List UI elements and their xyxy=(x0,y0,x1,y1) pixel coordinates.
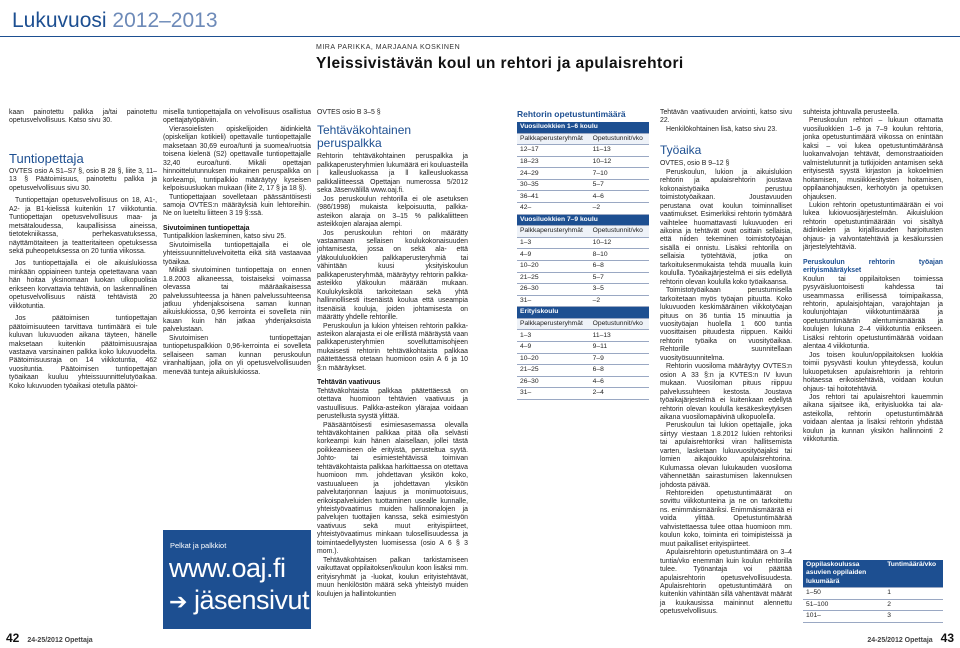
ad-url[interactable]: www.oaj.fi xyxy=(169,553,286,583)
table-column-header: Opetustunnit/vko xyxy=(590,318,649,330)
paragraph: Koulun tai oppilaitoksen toimiessa pysyväisluontoisesti kahdessa tai useammassa erillisessä toimipaikassa, rehtorin, apulaisjohtajan, varajohtajan ja koulunjohtajan viikkotuntimäärää ja opetustuntimäärän alentumismäärää ja koulujen lukuna 2–4 viikkotuntia erikseen. Lisäksi rehtorin opetustuntimäärää voidaan alentaa 4 viikkotuntia. xyxy=(803,275,943,351)
table-header-cell: Tuntimäärä/vko xyxy=(884,560,943,587)
table-cell: 18–23 xyxy=(517,156,590,168)
footer-publication-right: 24-25/2012 Opettaja xyxy=(867,637,933,644)
column-6 xyxy=(803,109,943,445)
paragraph: Peruskoulun, lukion ja aikuislukion rehtorin ja apulaisrehtorin joustava kokonaistyöaika perustuu toimistotyöaikaan. Joustavuuden perustana ovat koulun toiminnalliset vaatimukset. Esimerkiksi rehtorin työmäärä vaihtelee huomattavasti lukuvuoden eri aikoina ja tehtävät ovat osittain sellaisia, että niiden tekeminen toimistotyöajan sisällä ei onnistu. Lisäksi rehtorilla on sellaisia työtehtäviä, jotka on tarkoituksenmukaista tehdä muualla kuin koululla. Työaikajärjestelmä ei siis edellytä rehtorin olevan koululla koko työaikaansa. xyxy=(660,168,792,286)
table-cell: 21–25 xyxy=(517,272,590,284)
table-row xyxy=(517,376,649,388)
paragraph: Rehtoreiden opetustuntimäärät on sovittu viikkotunteina ja ne on tarkoitettu ns. enimmäismääriksi. Enimmäismäärää ei voida ylittää. Opetustuntimäärää vahvistettaessa tulee ottaa huomioon mm. koulun koko, toiminta eri toimipisteissä ja muut paikalliset erityispiirteet. xyxy=(660,490,792,548)
table-header-row xyxy=(803,560,943,587)
footer-right xyxy=(867,631,954,645)
table-cell: 6–8 xyxy=(590,365,649,377)
table-column-header: Palkkaperusteryhmät xyxy=(517,226,590,238)
table-cell: 10–20 xyxy=(517,353,590,365)
table-row xyxy=(803,587,943,599)
table-row xyxy=(517,145,649,157)
table-cell: 11–13 xyxy=(590,145,649,157)
table-cell: 24–29 xyxy=(517,168,590,180)
authors: MIRA PARIKKA, MARJAANA KOSKINEN xyxy=(316,44,461,51)
ad-cta-line xyxy=(169,585,309,617)
paragraph: Rehtorin vuosiloma määräytyy OVTES:n osion A 33 §:n ja KVTES:n IV luvun mukaan. Vuosiloman pituus riippuu palvelussuhteen kestosta. Joustava työaikajärjestelmä ei kuitenkaan edellytä rehtorin olevan koululla kesäkeskeytyksen aikana vuosilomapäivinä ulkopuolella. xyxy=(660,363,792,421)
table-cell: 12–17 xyxy=(517,145,590,157)
column-4 xyxy=(517,109,649,400)
footer-publication-left: 24-25/2012 Opettaja xyxy=(27,637,93,644)
table-row xyxy=(517,260,649,272)
table-title: Rehtorin opetustuntimäärä xyxy=(517,109,626,119)
paragraph: OVTES, osio B 9–12 § xyxy=(660,160,730,168)
table-body xyxy=(803,587,943,622)
table-row xyxy=(517,168,649,180)
table-cell: 3 xyxy=(884,611,943,623)
paragraph: Jos tuntiopettajalla ei ole aikuislukiossa minkään oppiaineen tunteja opetettavana vaan hän hoitaa yksinomaan luokan ulkopuolisia erikseen korvattavia tehtäviä, on laskennallinen opetusvelvollisuus näistä tehtävistä 20 viikkotuntia. xyxy=(9,260,157,310)
table-column-header: Palkkaperusteryhmät xyxy=(517,133,590,145)
table-header-cell: Oppilaskoulussa asuvien oppilaiden lukumäärä xyxy=(803,560,884,587)
table-column-header: Opetustunnit/vko xyxy=(590,133,649,145)
table-cell: 5–7 xyxy=(590,272,649,284)
table-cell: 51–100 xyxy=(803,599,884,611)
page-number-right: 43 xyxy=(940,631,954,645)
paragraph: suhteista johtuvalla perusteella. xyxy=(803,109,900,116)
table-cell: 1 xyxy=(884,587,943,599)
table-row xyxy=(517,365,649,377)
table-column-header-row xyxy=(517,318,649,330)
table-cell: 4–9 xyxy=(517,249,590,261)
paragraph: Pääsääntöisesti esimiesasemassa olevalla tehtäväkohtainen palkkaa pitää olla selvästi korkeampi kuin hänen alaisellaan, jollei tästä poikkeamiseen ole erityistä, perusteltua syytä. Johto- tai esimiestehtävissä toimivan tehtäväkohtaista palkkaa harkittaessa on otettava huomioon mm. johdettavan yksikön koko, vastuualueen ja johdettavan yksikön palvelutarjonnan laajuus ja monimuotoisuus, erikoispalveluiden tuottaminen usealle kunnalle, yhteistyövaatimus muiden hallinnonalojen ja palvelujen tuottajien kanssa, sekä esimiestyön vaativuus sekä muut erityispiirteet, yhteistyövaatimus minkaan tulosellisuudessa ja toimintaedellytysten luomisessa (osio A 6 § 3 mom.). xyxy=(317,421,468,556)
table-body xyxy=(517,122,649,399)
table-row xyxy=(517,388,649,400)
column-3 xyxy=(317,109,468,599)
paragraph: kaan painotettu palkka ja/tai painotettu opetusvelvollisuus. Katso sivu 30. xyxy=(9,109,157,125)
paragraph: Jos päätoimisen tuntiopettajan päätoimisuuteen tarvittava tuntimäärä ei tule kuluvan lukuvuoden aikana täyteen, hänelle maksetaan kuitenkin päätoimisuusrajaa vastaava varsinainen palkka koko lukuvuodelta. Päätoimisuusraja on 14 viikkotuntia, 462 vuosituntia. Päätoimisen tuntiopettajan työaikaan kuuluu yhteissuunnittelutyöaikaa. Koko lukuvuoden työaikasi otetulla päätoi- xyxy=(9,315,157,390)
page-headline: Yleissivistävän koul un rehtori ja apulaisrehtori xyxy=(316,55,684,72)
paragraph: Mikäli sivutoiminen tuntiopettaja on ennen 1.8.2003 alkaneessa, toistaiseksi voimassa olevassa tai määräaikaisessa palvelussuhteessa ja hänen palvelussuhteensa jatkuu yhdenjaksoisena saman kunnan aikuislukiossa, 0,96 kerrointa ei sovelleta niin kauan kuin hän jatkaa yhdenjaksoista palvelustaan. xyxy=(163,267,311,334)
paragraph: Toimistotyöaikaan perustumisella tarkoitetaan myös työajan pituutta. Koko lukuvuoden keskimääräinen viikkotyöajan pituus on 36 tuntia 15 minuuttia ja vuosityöajan huolella 1 600 tuntia vuosittaisen pituudesta riippuen. Kaikki rehtorin työaika on vuosityöaikaa. Rehtorille suunnitellaan vuosityösuunnitelma. xyxy=(660,287,792,362)
paragraph: Peruskoulun tai lukion opettajalle, joka siirtyy viestaan 1.8.2012 lukien rehtoriksi tai apulaisrehtoriksi viran hallitsemista varten, lasketaan lukuvuosityöajaksi tai lomien aikajoukko apulaisrehtorina. Kulumassa olevan lukukauden vuosiloma vähennetään sairastumisen lakennuksen johdosta päivää. xyxy=(660,422,792,489)
table-cell: 101– xyxy=(803,611,884,623)
table-cell: 7–9 xyxy=(590,353,649,365)
table-cell: 26–30 xyxy=(517,284,590,296)
table-cell: 3–5 xyxy=(590,284,649,296)
section-heading-tuntiopettaja: Tuntiopettaja xyxy=(9,150,84,166)
table-cell: 10–12 xyxy=(590,156,649,168)
section-heading-tehtavakohtainen: Tehtäväkohtainen peruspalkka xyxy=(317,123,412,151)
paragraph: Jos peruskoulun rehtorilla ei ole asetuksen (986/1998) mukaista kelpoisuutta, palkka-asteikon alaraja on 3–15 % palkkaliitteen asteikkojen alarajaa alempi. xyxy=(317,195,468,229)
ad-caption: Pelkat ja palkkiot xyxy=(170,541,227,550)
table-row xyxy=(517,249,649,261)
paragraph: OVTES osio B 3–5 § xyxy=(317,109,381,116)
table-section-header xyxy=(517,307,649,319)
footer-left xyxy=(6,631,93,645)
table-section-label: Vuosiluokkien 7–9 koulu xyxy=(517,214,649,226)
subheading-sivutoiminen: Sivutoiminen tuntiopettaja xyxy=(163,224,250,232)
table-row xyxy=(517,353,649,365)
column-1 xyxy=(9,109,157,391)
column-5 xyxy=(660,109,792,617)
paragraph: Apulaisrehtorin opetustuntimäärä on 3–4 tuntia/vko enemmän kuin koulun rehtorilla tulee. Työnantaja voi päättää apulaisrehtorin opetusvelvollisuudesta. Apulaisrehtorin opetustuntimäärä on kuitenkin vähintään sillä vähentävät määrät ja kuukausissa maininnut alennettu opetusvelvollisuus. xyxy=(660,549,792,616)
subheading-tehtavan-vaativuus: Tehtävän vaativuus xyxy=(317,379,381,387)
paragraph: Vierasoielisten opiskelijoiden äidinkieltä (opiskelijan kotikieli) opettavalle tuntiopettajalle maksetaan 30,69 euroa/tunti ja suomea/ruotsia toisena kielenä (S2) opettavalle tuntiopettajalle 32,40 euroa/tunti. Mikäli opettajan hinnoittelutunnuksen mukainen peruspalkka on korkeampi, tuntipalkkio määräytyy kyseisen kelpoisuusluokan mukaan (liite 2, 17 § ja 18 §). xyxy=(163,125,311,193)
table-section-label: Vuosiluokkien 1–6 koulu xyxy=(517,122,649,133)
table-section-label: Erityiskoulu xyxy=(517,307,649,319)
arrow-right-icon: ➔ xyxy=(169,589,187,614)
table-cell: 4–6 xyxy=(590,376,649,388)
paragraph: Peruskoulun rehtori – lukuun ottamatta vuosiluokkien 1–6 ja 7–9 koulun rehtoria, jonka opetustuntimäärä viikossa on enintään kaksi – voi lukea opetustuntimääränsä luokanvalvojan tehtävät, demonstraatioiden valmistelutunnit ja tutkijoiden antamisen sekä erityisestä syystä kirjaston ja kokoelmien hoitamisen, musiikkiesitysten hoitamisen, oppilaanohjauksen, kerhotyön ja opetuksen ohjauksen. xyxy=(803,117,943,201)
table-column-header-row xyxy=(517,133,649,145)
paragraph: Tehtäväkohtaista palkkaa päätettäessä on otettava huomioon tehtävien vaativuus ja vastuullisuus. Palkka-asteikon ylärajaa voidaan perustellusta syystä ylittää. xyxy=(317,387,468,421)
ad-cta: jäsensivut xyxy=(193,585,310,615)
table-cell: 2–4 xyxy=(590,388,649,400)
section-title xyxy=(12,9,218,33)
table-cell: 31– xyxy=(517,295,590,307)
table-row xyxy=(517,295,649,307)
table-section-header xyxy=(517,214,649,226)
paragraph: Peruskoulun ja lukion yhteisen rehtorin palkka-asteikon alarajasta ei ole erillistä määräystä vaan palkkaperusteryhmien sovelluttamisohjeen mukaisesti rehtorin tehtäväkohtaista palkkaa päätettäessä otetaan huomioon osiin A 6 ja 10 §:n määräykset. xyxy=(317,322,468,372)
table-cell: 7–10 xyxy=(590,168,649,180)
table-cell: 6–8 xyxy=(590,260,649,272)
table-cell: 30–35 xyxy=(517,179,590,191)
table-cell: 4–6 xyxy=(590,191,649,203)
paragraph: OVTES osio A S1–S7 §, osio B 28 §, liite 3, 11–13 § Päätoimisuus, painotettu palkka ja opetusvelvollisuus sivu 30. xyxy=(9,167,157,192)
table-row xyxy=(517,237,649,249)
table-cell: 9–11 xyxy=(590,341,649,353)
header-rule xyxy=(0,36,960,37)
paragraph: Sivutoimisen tuntiopettajan tuntiopetuspalkkion 0,96-kerrointa ei sovelleta sellaiseen saman kunnan peruskoulun viranhaltijaan, jolla on yli opetusvelvollisuuden menevää tunteja aikuislukiossa. xyxy=(163,334,311,376)
table-cell: 26–30 xyxy=(517,376,590,388)
paragraph: Tuntiopettajaan sovelletaan päässäntöisesti samoja OVTES:n määräyksiä kuin lehtoreihin. Ne on lueteltu liitteen 3 19 §:ssä. xyxy=(163,193,311,218)
table-row xyxy=(517,341,649,353)
table-cell: –2 xyxy=(590,295,649,307)
table-row xyxy=(517,203,649,215)
table-cell: 10–12 xyxy=(590,237,649,249)
table-row xyxy=(517,284,649,296)
table-row xyxy=(517,179,649,191)
table-cell: 5–7 xyxy=(590,179,649,191)
table-row xyxy=(803,611,943,623)
table-row xyxy=(517,191,649,203)
table-cell: 11–13 xyxy=(590,330,649,342)
table-cell: 4–9 xyxy=(517,341,590,353)
table-cell: –2 xyxy=(590,203,649,215)
table-column-header: Opetustunnit/vko xyxy=(590,226,649,238)
paragraph: Jos peruskoulun rehtori on määrätty vastaamaan sellaisen koulukokonaisuuden johtamisesta, jossa on sekä ala- että yläkoululuokkien palkkaperusteryhmiä tai vähintään kuusi yksityiskoulun palkkaperusteryhmää, määräytyy rehtorin palkka-asteikko yläkoulun määrään mukaan. Koulukyksikölä tarkoitetaan sekä yhtä hallinnollisesti itsenäistä koulua että useampia itsenäisiä kouluja, joiden johtamisesta on määrätty yhdelle rehtorille. xyxy=(317,229,468,322)
page-number-left: 42 xyxy=(6,631,20,645)
section-heading-tyoaika: Työaika xyxy=(660,143,702,158)
table-section-header xyxy=(517,122,649,133)
table-row xyxy=(803,599,943,611)
paragraph: misella tuntiopettajalla on velvollisuus osallistua opettajatyöpäiviin. xyxy=(163,109,311,125)
table-row xyxy=(517,330,649,342)
paragraph: Jos toisen koulun/oppilaitoksen luokkia toimii pysyvästi koulun yhteydessä, koulun lukuopetuksen apulaisrehtorin ja rehtorin hoitaessa erikoistehtäviä, voidaan koulun ohjaus- tai hoitotehtäviä. xyxy=(803,351,943,393)
paragraph: Tehtäväkohtaisen palkan tarkistamiseen vaikuttavat oppilaitoksen/koulun koon lisäksi mm. erityisryhmät ja -luokat, koulun erityistehtävät, muun henkilöstön määrä sekä yhteistyö muiden koulujen ja hallintokuntien xyxy=(317,556,468,598)
table-cell: 1–50 xyxy=(803,587,884,599)
table-cell: 36–41 xyxy=(517,191,590,203)
oppilaskoulu-table-wrap xyxy=(803,560,943,623)
table-row xyxy=(517,156,649,168)
table-column-header: Palkkaperusteryhmät xyxy=(517,318,590,330)
table-cell: 10–20 xyxy=(517,260,590,272)
subheading-peruskoulun: Peruskoulun rehtorin työajan erityismääräykset xyxy=(803,258,943,275)
table-cell: 42– xyxy=(517,203,590,215)
paragraph: Rehtorin tehtäväkohtainen peruspalkka ja palkkaperusteryhmien lukumäärä eri kouluasteilla l kalleusluokassa ja ll kalleusluokassa palkkaliitteessä Opettajan numerossa 5/2012 seka Jäsenvälillä www.oaj.fi. xyxy=(317,153,468,195)
table-cell: 1–3 xyxy=(517,330,590,342)
paragraph: Tuntiopettajan opetusvelvollisuus on 18, A1-, A2- ja B1-kielissä kuitenkin 17 viikkotuntia. Tuntiopettajan opetusvelvollisuus maa- ja metsätaloudessa, kaupallisissa aineissa, tietotekniikassa, perhekasvatuksessa, näyttämötaiteen ja teatteritaiteen opetuksessa sekä puheopetuksessa on 20 tuntia viikossa. xyxy=(9,197,157,255)
table-cell: 2 xyxy=(884,599,943,611)
paragraph: Lukion rehtorin opetustuntimäärään ei voi lukea lukiovuosijärjestelmän. Aikuislukion rehtorin opetustuntimäärään voi sisältyä äidinkielen ja kirjallisuuden harjoitusten ohjaus- ja valvontatehtäviä ja kesäkurssien järjestelytehtäviä. xyxy=(803,201,943,252)
column-2 xyxy=(163,109,311,377)
paragraph: Tuntipalkkion laskeminen, katso sivu 25. xyxy=(163,233,287,241)
oppilaskoulu-table xyxy=(803,560,943,623)
rehtorin-opetustunti-table xyxy=(517,122,649,400)
table-row xyxy=(517,272,649,284)
section-title-years: 2012–2013 xyxy=(112,9,218,32)
oaj-ad-banner[interactable] xyxy=(163,530,311,629)
paragraph: Tehtävän vaativuuden arviointi, katso sivu 22. xyxy=(660,109,792,125)
table-cell: 1–3 xyxy=(517,237,590,249)
table-cell: 31– xyxy=(517,388,590,400)
section-title-text: Lukuvuosi xyxy=(12,9,107,32)
paragraph: Henkilökohtainen lisä, katso sivu 23. xyxy=(666,125,778,133)
table-cell: 21–25 xyxy=(517,365,590,377)
table-cell: 8–10 xyxy=(590,249,649,261)
paragraph: Jos rehtori tai apulaisrehtori kauemmin aikana sijaitsee ikä, erityisluokka tai ala-asteikolla, rehtorin opetustuntimäärää voidaan alentaa ja lisäksi rehtorin yhdistää koulun ja kunnan yksikön hallinnointi 2 viikkotuntia. xyxy=(803,393,943,444)
paragraph: Sivutoimisella tuntiopettajalla ei ole yhteissuunnitteluvelvoitetta eikä sitä vastaavaa työaikaa. xyxy=(163,241,311,266)
table-column-header-row xyxy=(517,226,649,238)
